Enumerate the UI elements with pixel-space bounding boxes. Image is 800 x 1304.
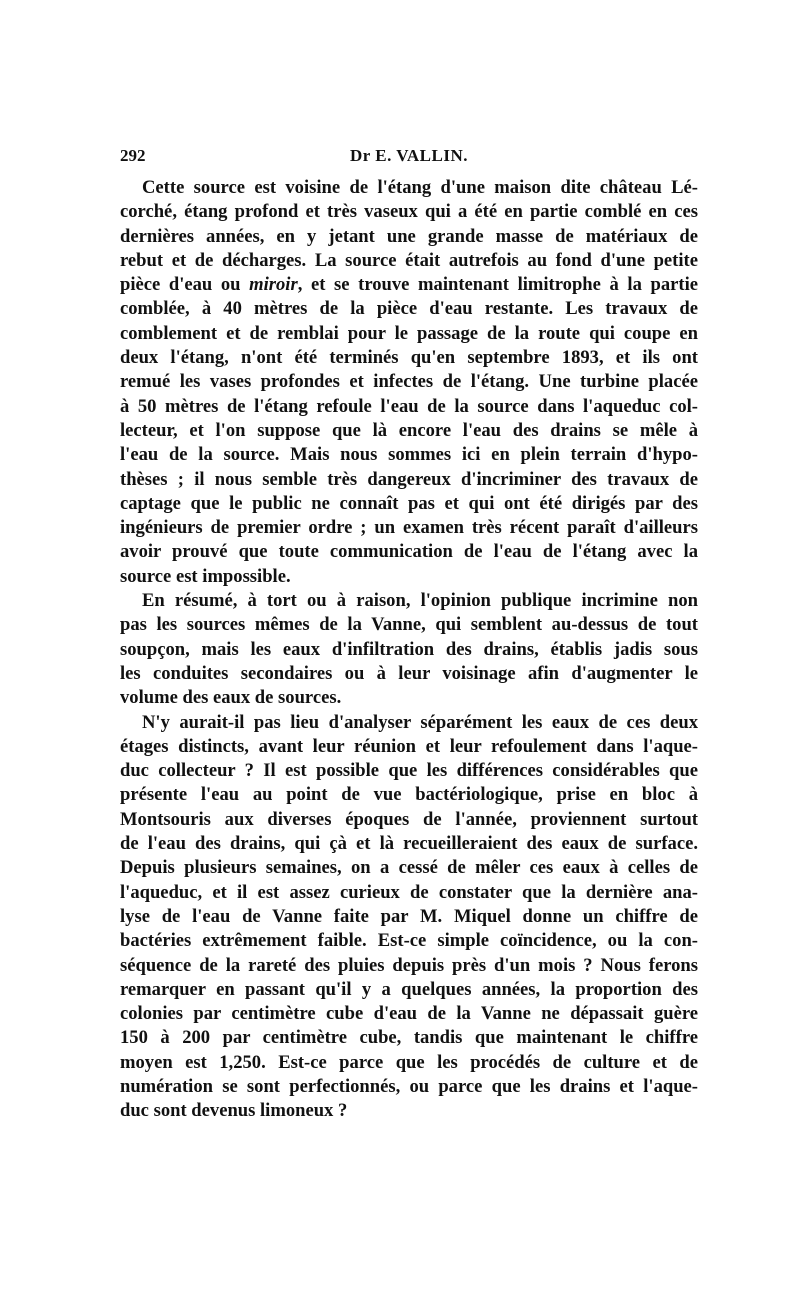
- text-line: l'aqueduc, et il est assez curieux de constater que la dernière ana-: [120, 881, 698, 903]
- text-line: captage que le public ne connaît pas et qui ont été dirigés par des: [120, 492, 698, 514]
- text-line: lyse de l'eau de Vanne faite par M. Miquel donne un chiffre de: [120, 905, 698, 927]
- text-line: volume des eaux de sources.: [120, 687, 342, 709]
- text-line: pièce d'eau ou miroir, et se trouve maintenant limitrophe à la partie: [120, 274, 698, 296]
- text-line: comblée, à 40 mètres de la pièce d'eau restante. Les travaux de: [120, 298, 698, 320]
- text-line: séquence de la rareté des pluies depuis près d'un mois ? Nous ferons: [120, 954, 698, 976]
- text-line: deux l'étang, n'ont été terminés qu'en septembre 1893, et ils ont: [120, 347, 698, 369]
- running-head: [120, 146, 698, 176]
- text-line: soupçon, mais les eaux d'infiltration des drains, établis jadis sous: [120, 638, 698, 660]
- text-line: pas les sources mêmes de la Vanne, qui semblent au-dessus de tout: [120, 614, 698, 636]
- running-head-author: Dr E. VALLIN.: [350, 146, 468, 165]
- text-line: de l'eau des drains, qui çà et là recueilleraient des eaux de surface.: [120, 833, 698, 855]
- text-line: Cette source est voisine de l'étang d'une maison dite château Lé-: [142, 177, 698, 198]
- page-number: 292: [120, 146, 146, 165]
- italic-word: miroir: [249, 274, 298, 296]
- text-line: remarquer en passant qu'il y a quelques années, la proportion des: [120, 978, 698, 1000]
- text-line: N'y aurait-il pas lieu d'analyser séparément les eaux de ces deux: [142, 711, 698, 733]
- text-line: étages distincts, avant leur réunion et leur refoulement dans l'aque-: [120, 735, 698, 757]
- text-line: l'eau de la source. Mais nous sommes ici en plein terrain d'hypo-: [120, 444, 698, 466]
- text-line: En résumé, à tort ou à raison, l'opinion publique incrimine non: [142, 590, 698, 612]
- text-line: ingénieurs de premier ordre ; un examen très récent paraît d'ailleurs: [120, 517, 698, 539]
- text-line: rebut et de décharges. La source était autrefois au fond d'une petite: [120, 249, 698, 271]
- text-line: présente l'eau au point de vue bactériologique, prise en bloc à: [120, 784, 698, 806]
- text-line: comblement et de remblai pour le passage de la route qui coupe en: [120, 322, 698, 344]
- text-line: les conduites secondaires ou à leur voisinage afin d'augmenter le: [120, 662, 698, 684]
- text-line: corché, étang profond et très vaseux qui a été en partie comblé en ces: [120, 201, 698, 223]
- text-line: dernières années, en y jetant une grande masse de matériaux de: [120, 225, 698, 247]
- text-line: à 50 mètres de l'étang refoule l'eau de la source dans l'aqueduc col-: [120, 395, 698, 417]
- paragraph-2: [120, 589, 698, 710]
- text-line: avoir prouvé que toute communication de l'eau de l'étang avec la: [120, 541, 698, 563]
- body-text: [120, 176, 698, 1124]
- text-line: Montsouris aux diverses époques de l'année, proviennent surtout: [120, 808, 698, 830]
- text-line: thèses ; il nous semble très dangereux d'incriminer des travaux de: [120, 468, 698, 490]
- text-line: bactéries extrêmement faible. Est-ce simple coïncidence, ou la con-: [120, 930, 698, 952]
- text-line: remué les vases profondes et infectes de l'étang. Une turbine placée: [120, 371, 698, 393]
- paragraph-3: [120, 711, 698, 1124]
- paragraph-1: [120, 176, 698, 589]
- text-line: 150 à 200 par centimètre cube, tandis que maintenant le chiffre: [120, 1027, 698, 1049]
- text-line: duc collecteur ? Il est possible que les différences considérables que: [120, 760, 698, 782]
- text-line: colonies par centimètre cube d'eau de la Vanne ne dépassait guère: [120, 1003, 698, 1025]
- text-line: source est impossible.: [120, 565, 291, 587]
- text-line: lecteur, et l'on suppose que là encore l'eau des drains se mêle à: [120, 419, 698, 441]
- text-line: Depuis plusieurs semaines, on a cessé de mêler ces eaux à celles de: [120, 857, 698, 879]
- book-page: [120, 146, 698, 1124]
- text-line: duc sont devenus limoneux ?: [120, 1100, 348, 1122]
- text-line: numération se sont perfectionnés, ou parce que les drains et l'aque-: [120, 1075, 698, 1097]
- text-line: moyen est 1,250. Est-ce parce que les procédés de culture et de: [120, 1051, 698, 1073]
